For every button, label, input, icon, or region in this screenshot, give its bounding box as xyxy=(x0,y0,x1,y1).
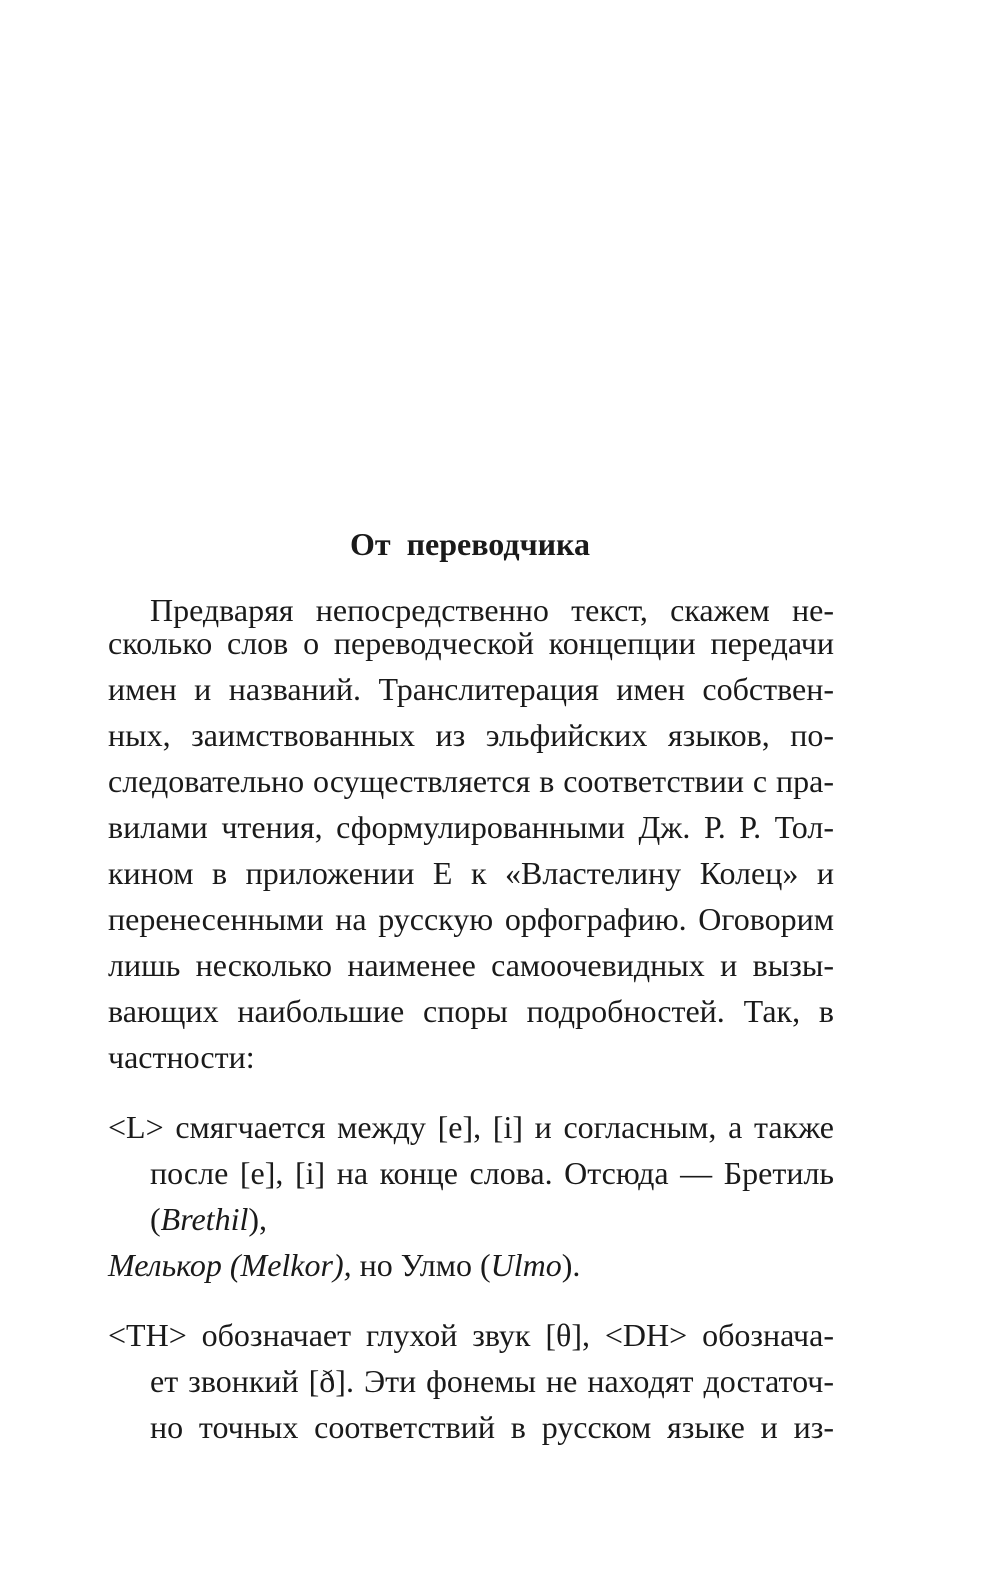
intro-line: перенесенными на русскую орфографию. Оговорим xyxy=(108,901,834,937)
rule-l-line: после [e], [i] на конце слова. Отсюда — Бретиль xyxy=(150,1155,834,1191)
rule-th-line: но точных соответствий в русском языке и из- xyxy=(150,1409,834,1445)
intro-line: следовательно осуществляется в соответствии с пра- xyxy=(108,763,834,799)
example-word: Мелькор (Melkor), xyxy=(108,1247,352,1283)
paren-close: ). xyxy=(561,1247,581,1283)
rule-l-line xyxy=(150,1196,834,1242)
intro-line: лишь несколько наименее самоочевидных и вызы- xyxy=(108,947,834,983)
example-word: Brethil xyxy=(160,1201,249,1237)
intro-line: ных, заимствованных из эльфийских языков, по- xyxy=(108,717,834,753)
chapter-heading: От переводчика xyxy=(349,526,590,562)
rule-th-line: <TH> обозначает глухой звук [θ], <DH> обознача- xyxy=(108,1317,834,1353)
intro-line: Предваряя непосредственно текст, скажем не- xyxy=(150,592,834,628)
intro-line: кином в приложении Е к «Властелину Колец» и xyxy=(108,855,834,891)
rule-th-line: ет звонкий [ð]. Эти фонемы не находят достаточ- xyxy=(150,1363,834,1399)
intro-line: имен и названий. Транслитерация имен собствен- xyxy=(108,671,834,707)
intro-line: вилами чтения, сформулированными Дж. Р. Р. Тол- xyxy=(108,809,834,845)
intro-line: частности: xyxy=(108,1039,255,1075)
rule-l-line xyxy=(108,1242,834,1288)
example-word: Ulmo xyxy=(490,1247,562,1283)
paren-open: ( xyxy=(150,1201,161,1237)
rule-l-line: <L> смягчается между [e], [i] и согласным, а также xyxy=(108,1109,834,1145)
intro-line: вающих наибольшие споры подробностей. Так, в xyxy=(108,993,834,1029)
intro-line: сколько слов о переводческой концепции передачи xyxy=(108,625,834,661)
paren-close: ), xyxy=(248,1201,267,1237)
example-text: но Улмо ( xyxy=(351,1247,491,1283)
